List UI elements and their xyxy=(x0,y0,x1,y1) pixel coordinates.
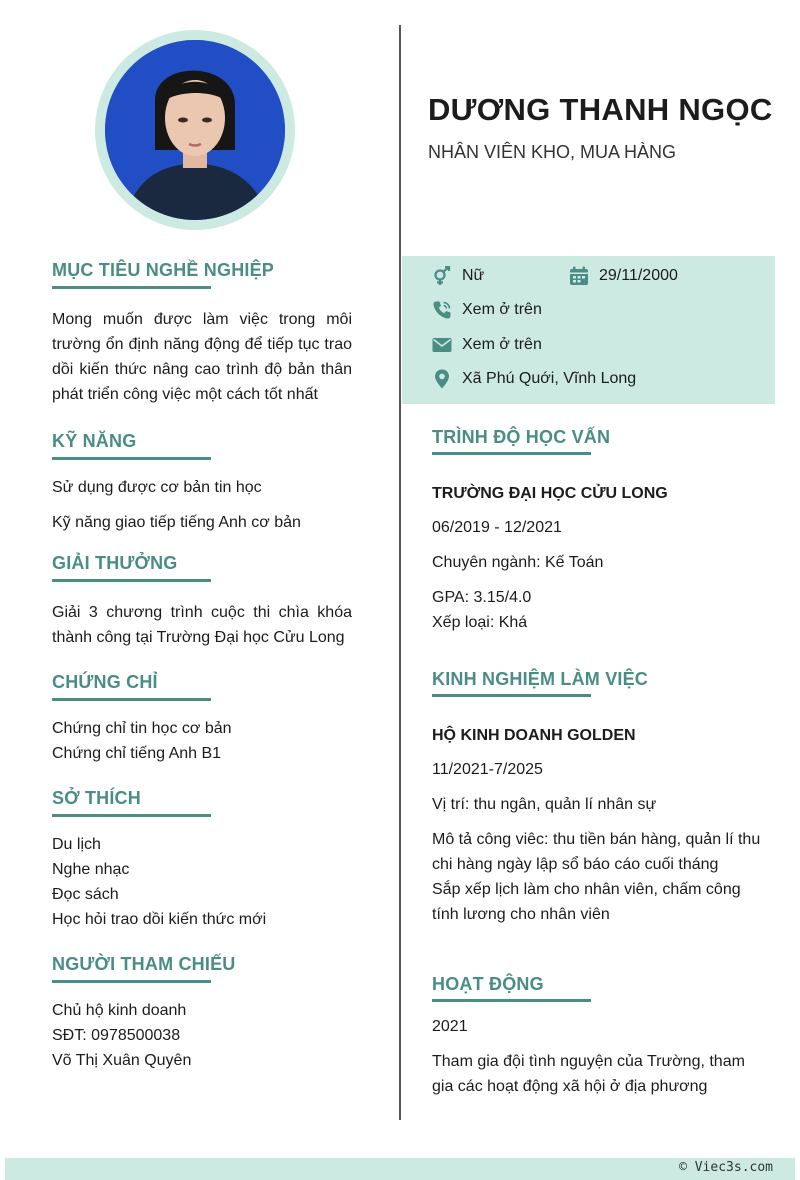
avatar xyxy=(105,40,285,220)
list-item: Sử dụng được cơ bản tin học xyxy=(52,479,262,496)
list-item: Nghe nhạc xyxy=(52,861,130,878)
address-value: Xã Phú Quới, Vĩnh Long xyxy=(462,370,637,387)
phone-icon xyxy=(432,300,452,320)
section-underline xyxy=(52,814,211,817)
experience-description-2: Sắp xếp lịch làm cho nhân viên, chấm công tính lương cho nhân viên xyxy=(432,881,741,923)
company-name: HỘ KINH DOANH GOLDEN xyxy=(432,727,636,744)
email-value: Xem ở trên xyxy=(462,336,542,353)
section-title: CHỨNG CHỈ xyxy=(52,672,158,692)
activities-section xyxy=(432,974,762,1099)
education-period: 06/2019 - 12/2021 xyxy=(432,519,562,536)
section-underline xyxy=(52,980,211,983)
section-title: GIẢI THƯỞNG xyxy=(52,553,178,573)
experience-period: 11/2021-7/2025 xyxy=(432,761,543,778)
phone-value: Xem ở trên xyxy=(462,301,542,318)
column-divider xyxy=(399,25,401,1120)
education-gpa: GPA: 3.15/4.0 xyxy=(432,589,532,606)
list-item: SĐT: 0978500038 xyxy=(52,1027,181,1044)
section-title: TRÌNH ĐỘ HỌC VẤN xyxy=(432,427,611,447)
location-pin-icon xyxy=(432,369,452,389)
job-title: NHÂN VIÊN KHO, MUA HÀNG xyxy=(428,142,677,162)
list-item: Chủ hộ kinh doanh xyxy=(52,1002,187,1019)
section-underline xyxy=(432,999,591,1002)
address-row xyxy=(432,369,636,389)
section-underline xyxy=(432,694,591,697)
awards-section xyxy=(52,551,352,650)
references-section xyxy=(52,952,352,1073)
list-item: Chứng chỉ tiếng Anh B1 xyxy=(52,745,222,762)
section-underline xyxy=(52,457,211,460)
section-underline xyxy=(52,698,211,701)
section-underline xyxy=(52,579,211,582)
section-title: NGƯỜI THAM CHIẾU xyxy=(52,954,236,974)
school-name: TRƯỜNG ĐẠI HỌC CỬU LONG xyxy=(432,485,668,502)
education-rank: Xếp loại: Khá xyxy=(432,614,528,631)
left-column xyxy=(52,258,352,1073)
list-item: Kỹ năng giao tiếp tiếng Anh cơ bản xyxy=(52,514,301,531)
experience-role: Vị trí: thu ngân, quản lí nhân sự xyxy=(432,796,657,813)
list-item: Du lịch xyxy=(52,836,101,853)
hobbies-section xyxy=(52,786,352,932)
activity-year: 2021 xyxy=(432,1018,468,1035)
birthday-value: 29/11/2000 xyxy=(599,267,678,284)
education-major: Chuyên ngành: Kế Toán xyxy=(432,554,604,571)
section-underline xyxy=(432,452,591,455)
section-title: SỞ THÍCH xyxy=(52,788,141,808)
gender-icon xyxy=(432,266,452,286)
gender-value: Nữ xyxy=(462,267,485,284)
section-title: MỤC TIÊU NGHỀ NGHIỆP xyxy=(52,260,275,280)
candidate-name: DƯƠNG THANH NGỌC xyxy=(428,92,773,127)
section-title: KINH NGHIỆM LÀM VIỆC xyxy=(432,669,649,689)
list-item: Học hỏi trao dồi kiến thức mới xyxy=(52,911,267,928)
contact-panel xyxy=(402,256,775,404)
gender-row xyxy=(432,266,484,286)
section-underline xyxy=(52,286,211,289)
section-title: KỸ NĂNG xyxy=(52,431,137,451)
birthday-row xyxy=(569,266,678,286)
experience-section xyxy=(432,669,762,927)
list-item: Chứng chỉ tin học cơ bản xyxy=(52,720,232,737)
calendar-icon xyxy=(569,266,589,286)
section-title: HOẠT ĐỘNG xyxy=(432,974,544,994)
phone-row xyxy=(432,300,542,320)
activity-text: Tham gia đội tình nguyện của Trường, tham gia các hoạt động xã hội ở địa phương xyxy=(432,1053,745,1095)
certificates-section xyxy=(52,670,352,766)
email-row xyxy=(432,335,542,355)
skills-section xyxy=(52,429,352,535)
education-section xyxy=(432,427,762,635)
email-icon xyxy=(432,335,452,355)
objective-text: Mong muốn được làm việc trong môi trường ổn định năng động để tiếp tục trao dồi kiến thức nâng cao trình độ bản thân phát triển công việc một cách tốt nhất xyxy=(52,311,352,403)
list-item: Võ Thị Xuân Quyên xyxy=(52,1052,192,1069)
objective-section xyxy=(52,258,352,407)
footer-credit: © Viec3s.com xyxy=(679,1160,773,1175)
list-item: Đọc sách xyxy=(52,886,119,903)
footer-bar xyxy=(5,1158,795,1180)
awards-text: Giải 3 chương trình cuộc thi chìa khóa thành công tại Trường Đại học Cửu Long xyxy=(52,604,352,646)
experience-description: Mô tả công viêc: thu tiền bán hàng, quản lí thu chi hàng ngày lập sổ báo cáo cuối tháng xyxy=(432,831,761,873)
